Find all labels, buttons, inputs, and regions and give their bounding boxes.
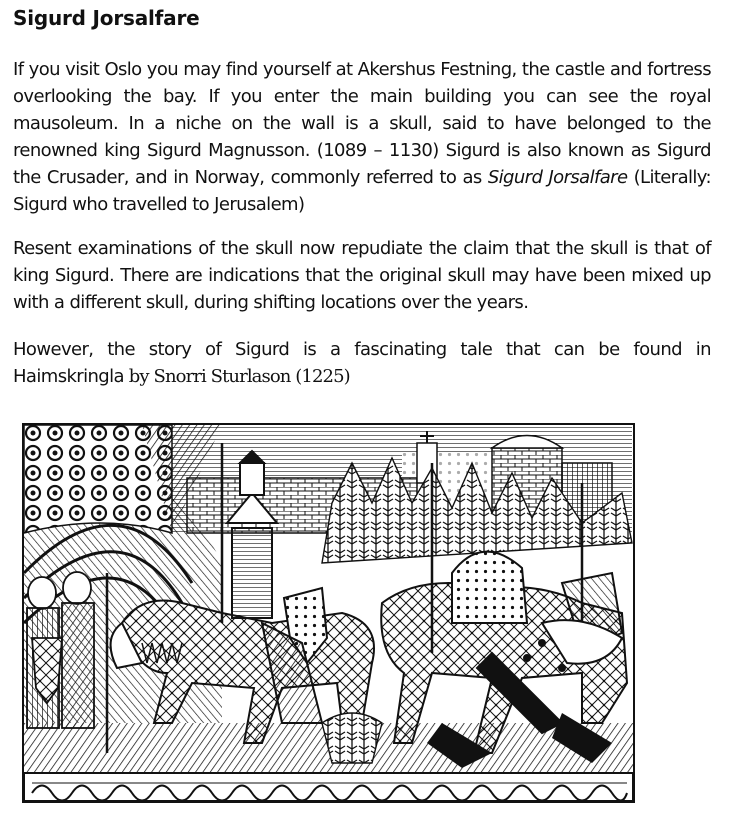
paragraph-story-citation: by Snorri Sturlason (1225) xyxy=(123,366,350,387)
woodcut-illustration xyxy=(22,423,635,803)
paragraph-story xyxy=(13,336,711,390)
paragraph-intro-text-end: (Literally: Sigurd who travelled to Jerusalem) xyxy=(13,167,712,215)
woodcut-drawing xyxy=(22,423,635,803)
paragraph-intro xyxy=(13,56,711,218)
document-title: Sigurd Jorsalfare xyxy=(13,6,200,30)
paragraph-intro-italic-name: Sigurd Jorsalfare xyxy=(487,167,628,188)
paragraph-examinations: Resent examinations of the skull now repudiate the claim that the skull is that of king Sigurd. There are indications that the original skull may have been mixed up with a different skull, during shifting locations over the years. xyxy=(13,238,711,313)
paragraph-intro-text: If you visit Oslo you may find yourself at Akershus Festning, the castle and fortress overlooking the bay. If you enter the main building you can see the royal mausoleum. In a niche on the wall is a skull, said to have belonged to the renowned king Sigurd Magnusson. (1089 – 1130) Sigurd is also known as Sigurd the Crusader, and in Norway, commonly referred to as xyxy=(13,59,711,188)
paragraph-story-text: However, the story of Sigurd is a fascinating tale that can be found in Haimskringla xyxy=(13,339,711,387)
